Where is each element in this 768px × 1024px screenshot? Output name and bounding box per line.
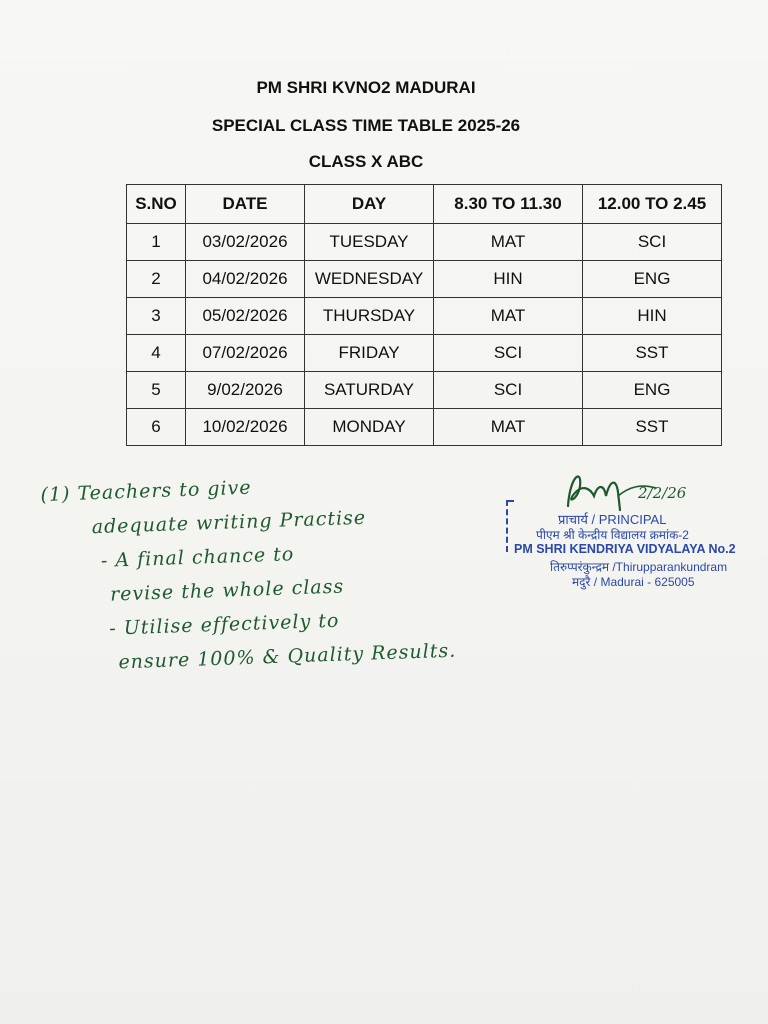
cell-slot-1: SCI xyxy=(434,372,583,409)
cell-day: THURSDAY xyxy=(305,298,434,335)
cell-slot-2: ENG xyxy=(583,261,722,298)
stamp-border xyxy=(506,500,514,552)
school-name: PM SHRI KVNO2 MADURAI xyxy=(256,78,476,97)
note-line: adequate writing Practise xyxy=(91,506,367,539)
handwritten-note xyxy=(40,462,517,682)
table-row xyxy=(127,261,722,298)
document-title: SPECIAL CLASS TIME TABLE 2025-26 xyxy=(211,116,521,135)
cell-date: 07/02/2026 xyxy=(186,335,305,372)
stamp-designation: प्राचार्य / PRINCIPAL xyxy=(558,512,667,527)
cell-date: 03/02/2026 xyxy=(186,224,305,261)
note-line: (1) Teachers to give xyxy=(40,476,252,506)
table-row xyxy=(127,335,722,372)
cell-date: 9/02/2026 xyxy=(186,372,305,409)
signature-date: 2/2/26 xyxy=(638,484,687,502)
timetable xyxy=(126,184,722,446)
column-header-date: DATE xyxy=(186,185,305,224)
cell-slot-1: HIN xyxy=(434,261,583,298)
cell-slot-2: ENG xyxy=(583,372,722,409)
table-header-row xyxy=(127,185,722,224)
cell-sno: 4 xyxy=(127,335,186,372)
cell-date: 05/02/2026 xyxy=(186,298,305,335)
cell-slot-2: HIN xyxy=(583,298,722,335)
cell-day: TUESDAY xyxy=(305,224,434,261)
cell-slot-1: MAT xyxy=(434,298,583,335)
column-header-sno: S.NO xyxy=(127,185,186,224)
table-row xyxy=(127,409,722,446)
cell-slot-2: SCI xyxy=(583,224,722,261)
cell-sno: 6 xyxy=(127,409,186,446)
note-line: ensure 100% & Quality Results. xyxy=(118,639,457,674)
column-header-slot-1: 8.30 TO 11.30 xyxy=(434,185,583,224)
note-line: - A final chance to xyxy=(100,543,295,572)
column-header-day: DAY xyxy=(305,185,434,224)
cell-day: WEDNESDAY xyxy=(305,261,434,298)
table-row xyxy=(127,298,722,335)
cell-sno: 3 xyxy=(127,298,186,335)
table-row xyxy=(127,224,722,261)
cell-day: SATURDAY xyxy=(305,372,434,409)
column-header-slot-2: 12.00 TO 2.45 xyxy=(583,185,722,224)
cell-slot-2: SST xyxy=(583,409,722,446)
cell-sno: 5 xyxy=(127,372,186,409)
stamp-locality: तिरुप्परंकुन्द्रम /Thirupparankundram xyxy=(550,560,728,574)
stamp-school-english: PM SHRI KENDRIYA VIDYALAYA No.2 xyxy=(514,542,736,556)
cell-slot-2: SST xyxy=(583,335,722,372)
class-name: CLASS X ABC xyxy=(308,152,424,171)
cell-slot-1: SCI xyxy=(434,335,583,372)
stamp-city: मदुरै / Madurai - 625005 xyxy=(572,575,695,589)
table-row xyxy=(127,372,722,409)
note-line: revise the whole class xyxy=(109,575,345,606)
cell-slot-1: MAT xyxy=(434,224,583,261)
cell-date: 04/02/2026 xyxy=(186,261,305,298)
cell-day: MONDAY xyxy=(305,409,434,446)
note-line: - Utilise effectively to xyxy=(108,609,340,640)
cell-sno: 1 xyxy=(127,224,186,261)
cell-day: FRIDAY xyxy=(305,335,434,372)
cell-sno: 2 xyxy=(127,261,186,298)
cell-slot-1: MAT xyxy=(434,409,583,446)
cell-date: 10/02/2026 xyxy=(186,409,305,446)
stamp-school-hindi: पीएम श्री केन्द्रीय विद्यालय क्रमांक-2 xyxy=(536,528,689,542)
principal-stamp xyxy=(506,500,768,600)
